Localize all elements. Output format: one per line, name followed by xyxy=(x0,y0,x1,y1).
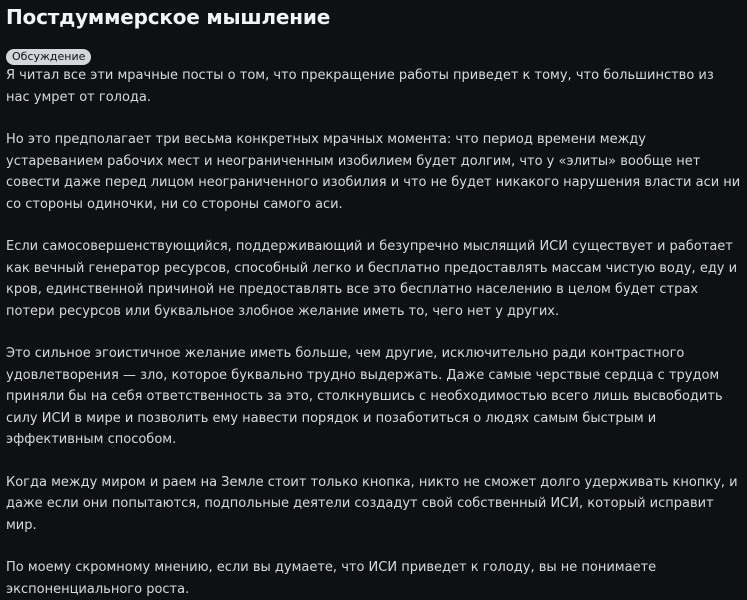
post-paragraph: Я читал все эти мрачные посты о том, что прекращение работы приведет к тому, что большинство из нас умрет от голода. xyxy=(6,68,714,105)
post-paragraph: По моему скромному мнению, если вы думаете, что ИСИ приведет к голоду, вы не понимаете экспоненциального роста. xyxy=(6,560,657,597)
flair-badge[interactable]: Обсуждение xyxy=(6,49,91,65)
post-title[interactable]: Постдуммерское мышление xyxy=(6,5,331,29)
post-paragraph: Если самосовершенствующийся, поддерживающий и безупречно мыслящий ИСИ существует и работает как вечный генератор ресурсов, способный легко и бесплатно предоставлять массам чистую воду, еду и кров, единственной причиной не предоставлять все это бесплатно населению в целом будет страх потери ресурсов или буквальное злобное желание иметь то, чего нет у других. xyxy=(6,239,738,319)
post-paragraph: Это сильное эгоистичное желание иметь больше, чем другие, исключительно ради контрастного удовлетворения — зло, которое буквально трудно выдержать. Даже самые черствые сердца с трудом приняли бы на себя ответственность за это, столкнувшись с необходимостью всего лишь высвободить силу ИСИ в мире и позволить ему навести порядок и позаботиться о людях самым быстрым и эффективным способом. xyxy=(6,346,723,447)
post-paragraph: Но это предполагает три весьма конкретных мрачных момента: что период времени между устареванием рабочих мест и неограниченным изобилием будет долгим, что у «элиты» вообще нет совести даже перед лицом неограниченного изобилия и что не будет никакого нарушения власти аси ни со стороны одиночки, ни со стороны самого аси. xyxy=(6,132,741,212)
post-paragraph: Когда между миром и раем на Земле стоит только кнопка, никто не сможет долго удерживать кнопку, и даже если они попытаются, подпольные деятели создадут свой собственный ИСИ, который исправит мир. xyxy=(6,474,738,533)
post-body xyxy=(6,65,741,600)
